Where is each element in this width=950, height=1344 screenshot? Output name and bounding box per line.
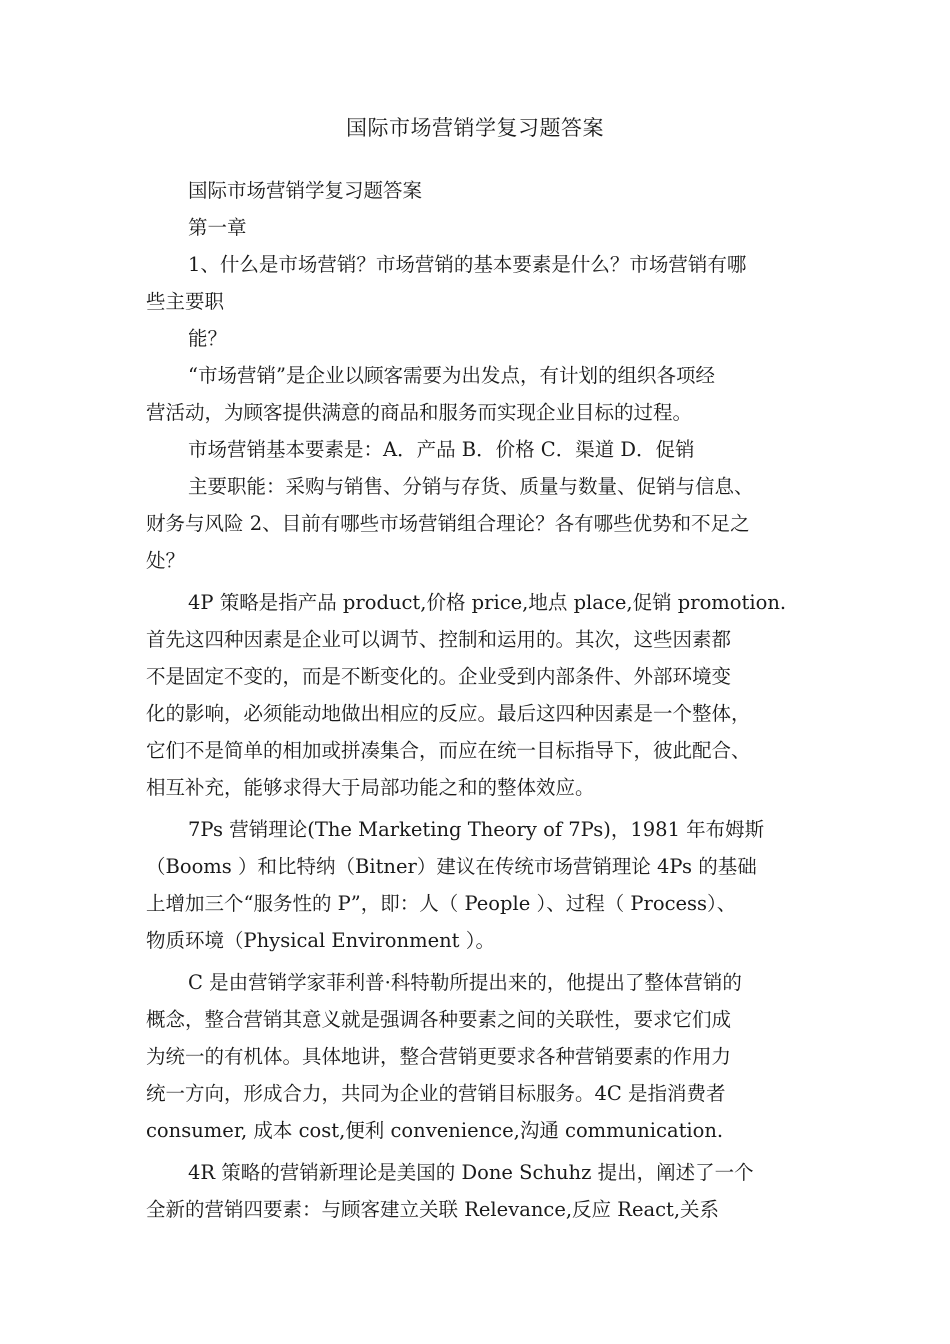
paragraph-line: 化的影响，必须能动地做出相应的反应。最后这四种因素是一个整体， [146, 702, 751, 725]
paragraph-line: 4R 策略的营销新理论是美国的 Done Schuhz 提出，阐述了一个 [188, 1161, 754, 1184]
paragraph-line: 处？ [146, 549, 186, 572]
paragraph-line: 为统一的有机体。具体地讲，整合营销更要求各种营销要素的作用力 [146, 1045, 732, 1068]
question-line: 些主要职 [146, 290, 225, 313]
question-line: 能？ [188, 327, 228, 350]
paragraph-line: 4P 策略是指产品 product,价格 price,地点 place,促销 promotion. [188, 591, 787, 614]
document-body [146, 172, 826, 1228]
paragraph-line: consumer, 成本 cost,便利 convenience,沟通 communication. [146, 1119, 724, 1142]
paragraph-line: “市场营销”是企业以顾客需要为出发点，有计划的组织各项经 [188, 364, 715, 387]
paragraph-line: 主要职能：采购与销售、分销与存货、质量与数量、促销与信息、 [188, 475, 754, 498]
paragraph-line: 上增加三个“服务性的 P”，即：人（ People ）、过程（ Process）、 [146, 892, 737, 915]
paragraph-line: 概念，整合营销其意义就是强调各种要素之间的关联性，要求它们成 [146, 1008, 732, 1031]
paragraph-line: 7Ps 营销理论(The Marketing Theory of 7Ps)，1981 年布姆斯 [188, 818, 765, 841]
paragraph-line: 相互补充，能够求得大于局部功能之和的整体效应。 [146, 776, 595, 799]
subtitle-line: 国际市场营销学复习题答案 [188, 179, 423, 202]
paragraph-line: 不是固定不变的，而是不断变化的。企业受到内部条件、外部环境变 [146, 665, 732, 688]
paragraph-line: 物质环境（Physical Environment ）。 [146, 929, 495, 952]
paragraph-line: 财务与风险 2、目前有哪些市场营销组合理论？各有哪些优势和不足之 [146, 512, 750, 535]
paragraph-line: 营活动，为顾客提供满意的商品和服务而实现企业目标的过程。 [146, 401, 693, 424]
paragraph-line: 市场营销基本要素是：A．产品 B．价格 C．渠道 D．促销 [188, 438, 695, 461]
paragraph-line: 全新的营销四要素：与顾客建立关联 Relevance,反应 React,关系 [146, 1198, 720, 1221]
paragraph-line: （Booms ）和比特纳（Bitner）建议在传统市场营销理论 4Ps 的基础 [146, 855, 757, 878]
question-line: 1、什么是市场营销？市场营销的基本要素是什么？市场营销有哪 [188, 253, 747, 276]
paragraph-line: C 是由营销学家菲利普·科特勒所提出来的，他提出了整体营销的 [188, 971, 742, 994]
document-title: 国际市场营销学复习题答案 [346, 116, 604, 140]
paragraph-line: 它们不是简单的相加或拼凑集合，而应在统一目标指导下，彼此配合、 [146, 739, 751, 762]
chapter-heading: 第一章 [188, 216, 247, 239]
paragraph-line: 首先这四种因素是企业可以调节、控制和运用的。其次，这些因素都 [146, 628, 732, 651]
paragraph-line: 统一方向，形成合力，共同为企业的营销目标服务。4C 是指消费者 [146, 1082, 726, 1105]
